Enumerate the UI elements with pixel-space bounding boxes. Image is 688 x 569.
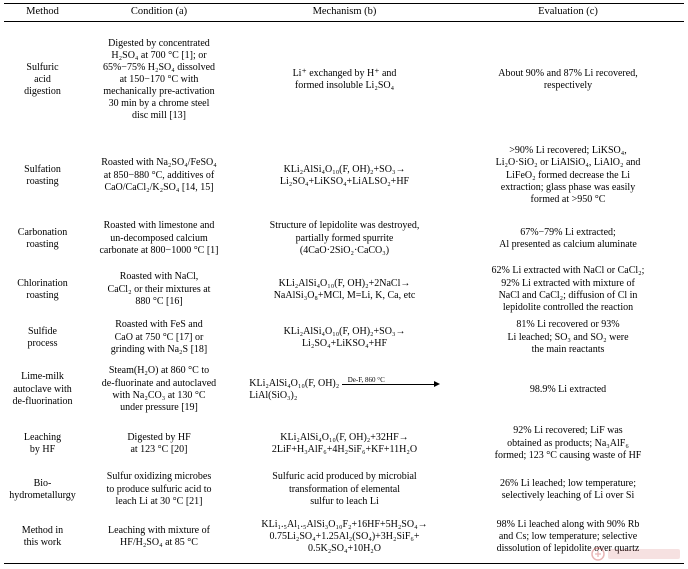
- product-formula: LiAl(SiO₃)₂: [249, 389, 298, 401]
- method-cell: Method in this work: [21, 525, 64, 549]
- method-cell: Bio- hydrometallurgy: [9, 477, 76, 501]
- mechanism-cell: KLi₁.₅Al₁.₅AlSi₃O₁₀F₂+16HF+5H₂SO₄→ 0.75Li₂SO₄+1.25Al₂(SO₄)+3H₂SiF₆+ 0.5K₂SO₄+10H₂O: [261, 519, 428, 555]
- evaluation-cell: 81% Li recovered or 93% Li leached; SO₃ and SO₂ were the main reactants: [507, 319, 629, 355]
- evaluation-cell: About 90% and 87% Li recovered, respectively: [498, 67, 638, 91]
- condition-cell: Digested by HF at 123 °C [20]: [127, 431, 191, 455]
- method-cell: Leaching by HF: [23, 431, 62, 455]
- condition-cell: Steam(H₂O) at 860 °C to de-fluorinate and autoclaved with Na₂CO₃ at 130 °C under pressure [19]: [101, 365, 217, 413]
- header-row: [4, 4, 684, 22]
- table-row: [4, 360, 684, 420]
- arrow-condition-label: De-F, 860 °C: [347, 376, 385, 385]
- method-cell: Sulfide process: [27, 325, 58, 349]
- dehydration-reaction: [249, 378, 439, 402]
- reaction-arrow-icon: [342, 378, 440, 388]
- mechanism-cell: KLi₂AlSi₄O₁₀(F, OH)₂+SO₃→ Li₂SO₄+LiKSO₄+HF: [283, 325, 406, 349]
- method-cell: Sulfuric acid digestion: [24, 61, 61, 97]
- evaluation-cell: 92% Li recovered; LiF was obtained as products; Na₃AlF₆ formed; 123 °C causing waste of HF: [494, 425, 642, 461]
- method-cell: Chlorination roasting: [17, 277, 68, 301]
- method-cell: Carbonation roasting: [17, 226, 68, 250]
- table-row: [4, 264, 684, 316]
- lithium-extraction-methods-table: [4, 3, 684, 564]
- header-condition: Condition (a): [130, 6, 188, 17]
- mechanism-cell: [237, 360, 452, 420]
- evaluation-cell: 98.9% Li extracted: [529, 383, 607, 395]
- condition-cell: Roasted with Na₂SO₄/FeSO₄ at 850−880 °C, additives of CaO/CaCl₂/K₂SO₄ [14, 15]: [101, 157, 217, 193]
- condition-cell: Digested by concentrated H₂SO₄ at 700 °C [1]; or 65%−75% H₂SO₄ dissolved at 150−170 °C with mechanically pre-activation 30 min by a chrome steel disc mill [13]: [102, 37, 216, 122]
- header-method: Method: [26, 6, 59, 17]
- mechanism-cell: KLi₂AlSi₄O₁₀(F, OH)₂+2NaCl→ NaAlSi₃O₈+MCl, M=Li, K, Ca, etc: [273, 277, 416, 301]
- reactant-formula: KLi₂AlSi₄O₁₀(F, OH)₂: [249, 377, 340, 389]
- condition-cell: Roasted with NaCl, CaCl₂ or their mixtures at 880 °C [16]: [107, 271, 211, 307]
- table-row: [4, 512, 684, 564]
- condition-cell: Leaching with mixture of HF/H₂SO₄ at 85 °C: [108, 525, 210, 549]
- evaluation-cell: 62% Li extracted with NaCl or CaCl₂; 92% Li extracted with mixture of NaCl and CaCl₂; diffusion of Cl in lepidolite controlled the reaction: [491, 265, 645, 313]
- mechanism-cell: KLi₂AlSi₄O₁₀(F, OH)₂+SO₃→ Li₂SO₄+LiKSO₄+LiALSO₂+HF: [279, 163, 410, 187]
- table-row: [4, 468, 684, 512]
- condition-cell: Roasted with limestone and un-decomposed calcium carbonate at 800−1000 °C [1]: [99, 220, 219, 256]
- table-row: [4, 138, 684, 214]
- method-cell: Lime-milk autoclave with de-fluorination: [12, 371, 73, 407]
- watermark-logo-icon: [590, 545, 684, 563]
- header-mechanism: Mechanism (b): [312, 6, 377, 17]
- table-row: [4, 22, 684, 138]
- condition-cell: Sulfur oxidizing microbes to produce sulfuric acid to leach Li at 30 °C [21]: [106, 471, 212, 507]
- header-evaluation: Evaluation (c): [538, 6, 598, 17]
- table-row: [4, 214, 684, 264]
- evaluation-cell: >90% Li recovered; LiKSO₄, Li₂O·SiO₂ or LiAlSiO₄, LiAlO₂ and LiFeO₂ formed decrease the Li extraction; glass phase was easily formed at >950 °C: [495, 145, 641, 205]
- mechanism-cell: Structure of lepidolite was destroyed, partially formed spurrite (4CaO·2SiO₂·CaCO₃): [269, 220, 420, 256]
- mechanism-cell: Sulfuric acid produced by microbial transformation of elemental sulfur to leach Li: [272, 471, 417, 507]
- method-cell: Sulfation roasting: [24, 163, 61, 187]
- mechanism-cell: Li⁺ exchanged by H⁺ and formed insoluble Li₂SO₄: [292, 67, 397, 91]
- condition-cell: Roasted with FeS and CaO at 750 °C [17] or grinding with Na₂S [18]: [110, 319, 208, 355]
- table-row: [4, 420, 684, 468]
- table-row: [4, 316, 684, 360]
- mechanism-cell: KLi₂AlSi₄O₁₀(F, OH)₂+32HF→ 2LiF+H₃AlF₆+4H₂SiF₆+KF+11H₂O: [271, 431, 418, 455]
- evaluation-cell: 98% Li leached along with 90% Rb and Cs; low temperature; selective dissolution of lepidolite over quartz: [496, 519, 640, 555]
- evaluation-cell: 26% Li leached; low temperature; selectively leaching of Li over Si: [499, 477, 637, 501]
- evaluation-cell: 67%−79% Li extracted; Al presented as calcium aluminate: [499, 226, 637, 250]
